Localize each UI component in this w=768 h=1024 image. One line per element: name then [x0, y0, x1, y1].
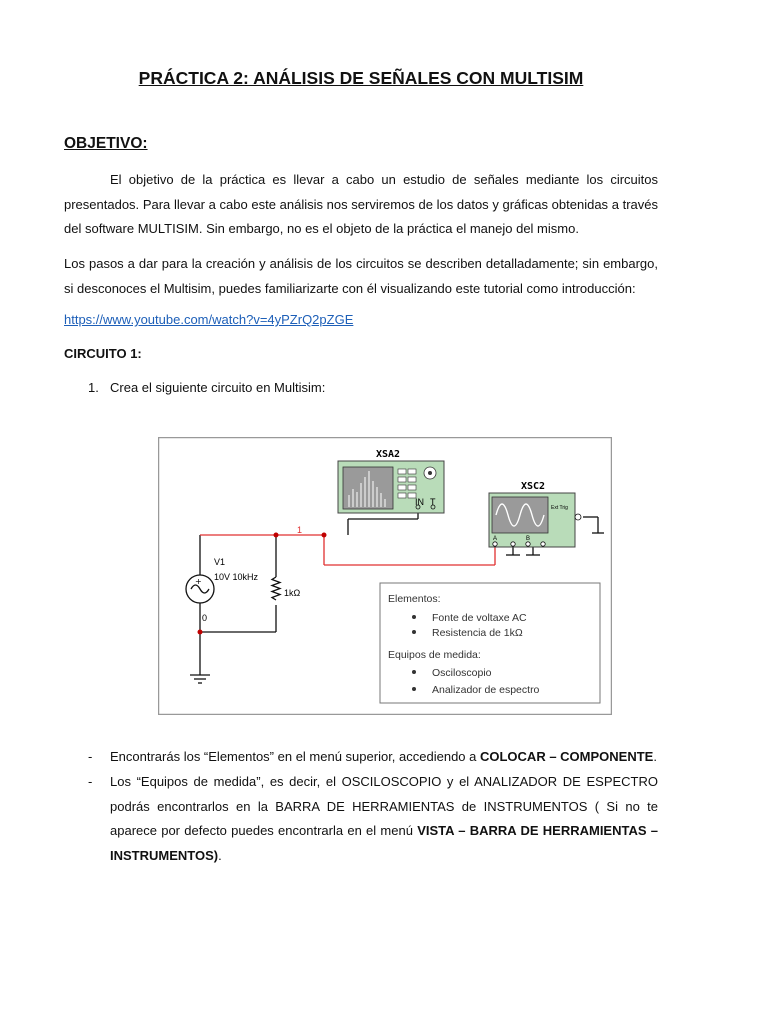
- bullet-dot: [412, 615, 416, 619]
- legend-box: [380, 583, 600, 703]
- objective-paragraph: El objetivo de la práctica es llevar a cabo un estudio de señales mediante los circuitos presentados. Para llevar a cabo este análisis nos serviremos de los datos y gráficas obtenidas a través del software MULTISIM. Sin embargo, no es el objeto de la práctica el manejo del mismo.: [64, 172, 658, 236]
- circuit-figure: [158, 437, 612, 715]
- legend-equipment-item: Osciloscopio: [432, 667, 492, 679]
- bullet-item-1: [88, 745, 658, 770]
- bullet-text: Los “Equipos de medida”, es decir, el OSCILOSCOPIO y el ANALIZADOR DE ESPECTRO podrás encontrarlos en la BARRA DE HERRAMIENTAS de INSTRUMENTOS ( Si no te aparece por defecto puedes encontrarla en el menú VISTA – BARRA DE HERRAMIENTAS – INSTRUMENTOS).: [110, 774, 658, 863]
- junction-node: [198, 630, 203, 635]
- bullet-text: Encontrarás los “Elementos” en el menú superior, accediendo a COLOCAR – COMPONENTE.: [110, 749, 657, 764]
- node-0-label: 0: [202, 613, 208, 623]
- step-text: Crea el siguiente circuito en Multisim:: [110, 380, 326, 395]
- legend-elements-title: Elementos:: [388, 593, 441, 605]
- numbered-step-1: [88, 380, 325, 395]
- oscilloscope-label: XSC2: [521, 481, 546, 492]
- step-number: 1.: [88, 380, 99, 395]
- spectrum-analyzer-label: XSA2: [376, 449, 401, 460]
- page-title: PRÁCTICA 2: ANÁLISIS DE SEÑALES CON MULTISIM: [138, 68, 584, 88]
- bullet-dash: -: [88, 774, 93, 789]
- junction-node: [322, 533, 327, 538]
- legend-equipment-title: Equipos de medida:: [388, 649, 481, 661]
- source-value: 10V 10kHz: [214, 572, 259, 582]
- node-1-label: 1: [297, 525, 303, 535]
- port-t-label: T: [430, 497, 436, 507]
- port-a-label: A: [493, 536, 498, 542]
- port-in-label: IN: [415, 497, 424, 507]
- legend-element-item: Resistencia de 1kΩ: [432, 627, 523, 639]
- legend-equipment-item: Analizador de espectro: [432, 684, 540, 696]
- svg-text:+: +: [195, 577, 202, 586]
- junction-node: [274, 533, 279, 538]
- bullet-dot: [412, 630, 416, 634]
- circuit-label: CIRCUITO 1:: [64, 346, 142, 361]
- ac-source-icon: [186, 575, 214, 603]
- bullet-item-2: [88, 770, 658, 868]
- steps-paragraph: Los pasos a dar para la creación y análisis de los circuitos se describen detalladamente; sin embargo, si desconoces el Multisim, puedes familiarizarte con él visualizando este tutorial como introducción:: [64, 256, 658, 296]
- source-name: V1: [214, 557, 226, 567]
- bullet-dot: [412, 670, 416, 674]
- resistor-value: 1kΩ: [284, 588, 301, 598]
- objective-heading: OBJETIVO:: [64, 135, 148, 152]
- bullet-dot: [412, 687, 416, 691]
- port-b-label: B: [526, 536, 531, 542]
- legend-element-item: Fonte de voltaxe AC: [432, 612, 527, 624]
- bullet-dash: -: [88, 749, 93, 764]
- tutorial-link[interactable]: https://www.youtube.com/watch?v=4yPZrQ2pZGE: [64, 312, 354, 327]
- ext-trig-label: Ext Trig: [551, 505, 568, 511]
